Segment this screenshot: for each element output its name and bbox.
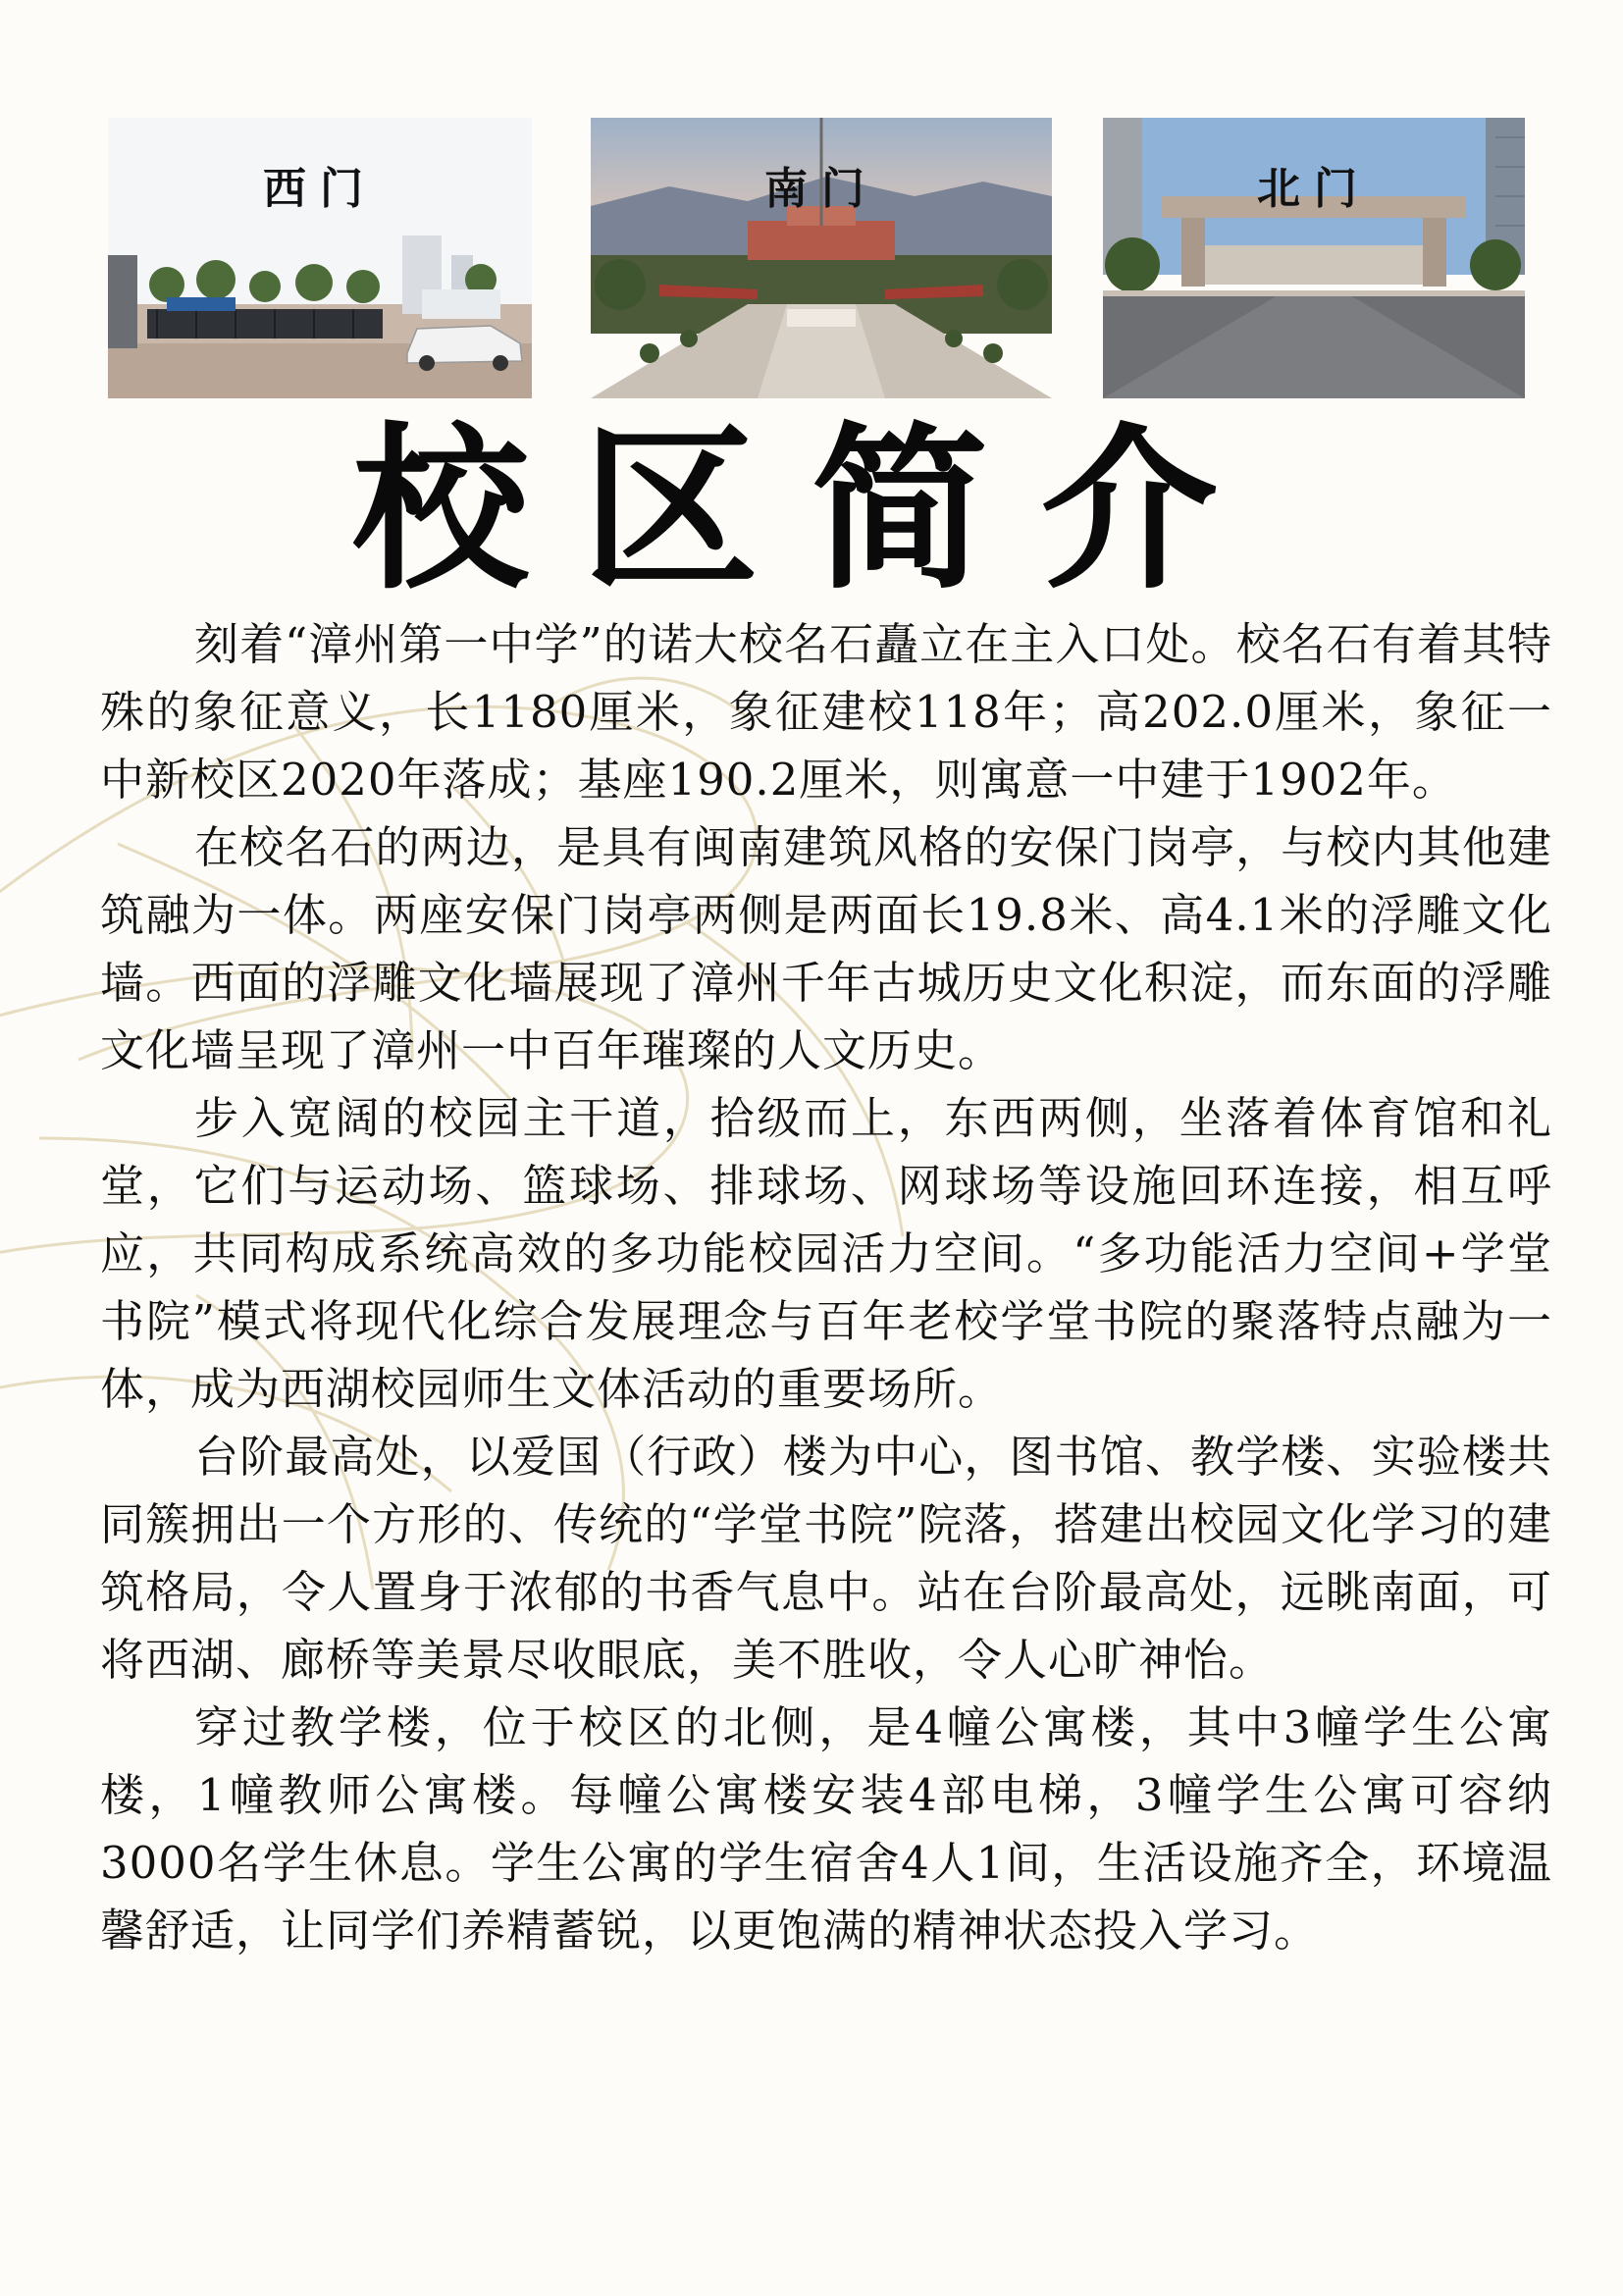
page-title: 校区简介 [351, 406, 1271, 613]
article-body [100, 610, 1552, 1964]
photo-label-west-gate: 西门 [263, 164, 377, 214]
photo-north-gate [1103, 118, 1525, 398]
gate-photo-row [0, 118, 1623, 402]
paragraph-3: 步入宽阔的校园主干道，拾级而上，东西两侧，坐落着体育馆和礼堂，它们与运动场、篮球场、排球场、网球场等设施回环连接，相互呼应，共同构成系统高效的多功能校园活力空间。“多功能活力空间+学堂书院”模式将现代化综合发展理念与百年老校学堂书院的聚落特点融为一体，成为西湖校园师生文体活动的重要场所。 [100, 1092, 1552, 1415]
photo-label-north-gate: 北门 [1257, 164, 1371, 214]
photo-south-gate [591, 118, 1052, 398]
paragraph-4: 台阶最高处，以爱国（行政）楼为中心，图书馆、教学楼、实验楼共同簇拥出一个方形的、传统的“学堂书院”院落，搭建出校园文化学习的建筑格局，令人置身于浓郁的书香气息中。站在台阶最高处，远眺南面，可将西湖、廊桥等美景尽收眼底，美不胜收，令人心旷神怡。 [100, 1431, 1552, 1686]
photo-label-south-gate: 南门 [764, 164, 878, 214]
paragraph-1: 刻着“漳州第一中学”的诺大校名石矗立在主入口处。校名石有着其特殊的象征意义，长1180厘米，象征建校118年；高202.0厘米，象征一中新校区2020年落成；基座190.2厘米，则寓意一中建于1902年。 [100, 618, 1552, 806]
photo-west-gate [108, 118, 532, 398]
paragraph-2: 在校名石的两边，是具有闽南建筑风格的安保门岗亭，与校内其他建筑融为一体。两座安保门岗亭两侧是两面长19.8米、高4.1米的浮雕文化墙。西面的浮雕文化墙展现了漳州千年古城历史文化积淀，而东面的浮雕文化墙呈现了漳州一中百年璀璨的人文历史。 [100, 821, 1552, 1076]
paragraph-5: 穿过教学楼，位于校区的北侧，是4幢公寓楼，其中3幢学生公寓楼，1幢教师公寓楼。每幢公寓楼安装4部电梯，3幢学生公寓可容纳3000名学生休息。学生公寓的学生宿舍4人1间，生活设施齐全，环境温馨舒适，让同学们养精蓄锐，以更饱满的精神状态投入学习。 [100, 1701, 1552, 1957]
